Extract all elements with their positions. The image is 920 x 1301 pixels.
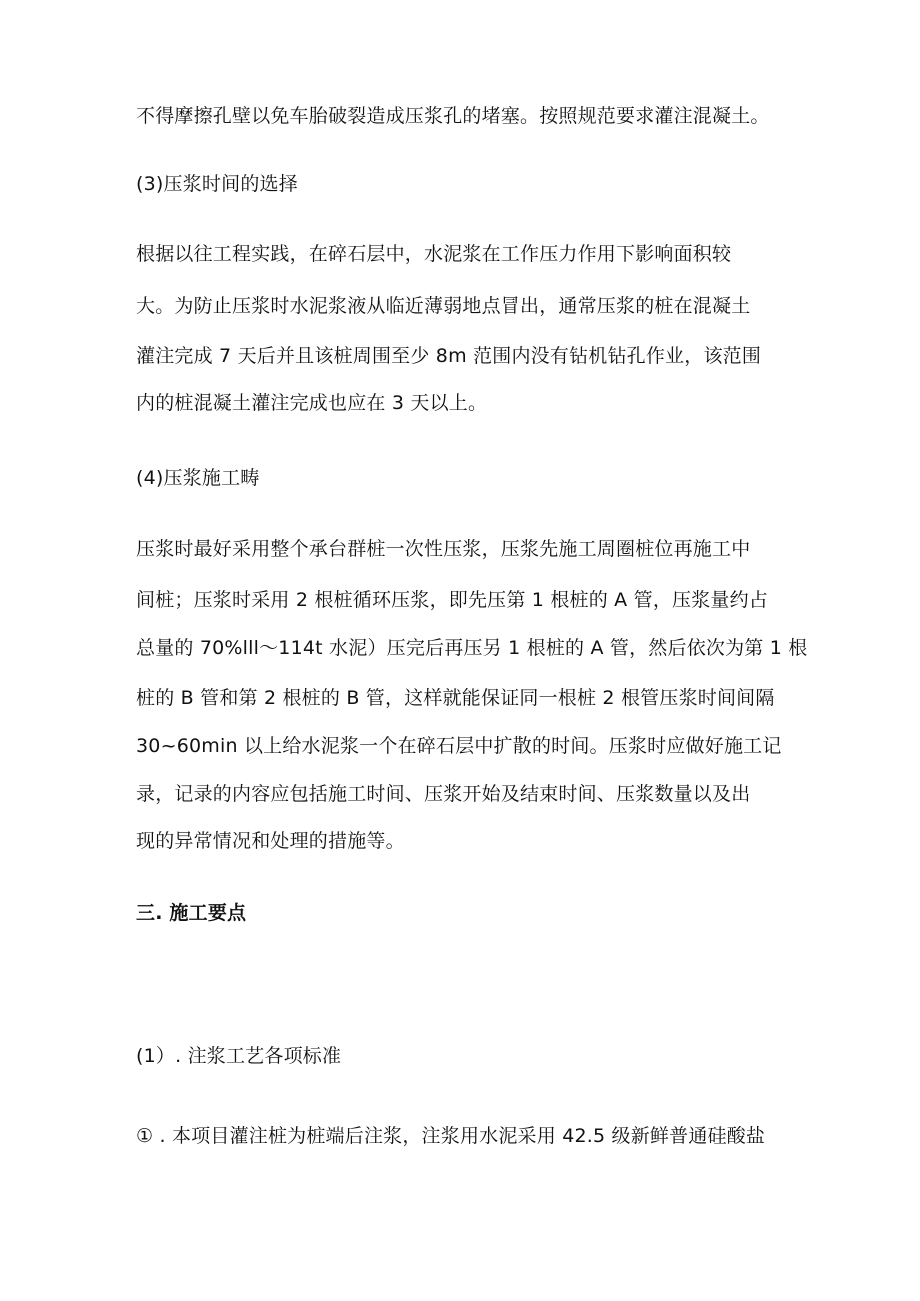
- paragraph-line: 现的异常情况和处理的措施等。: [136, 830, 405, 852]
- paragraph-line: 总量的 70%lll～114t 水泥）压完后再压另 1 根桩的 A 管，然后依次为第 1 根: [136, 637, 808, 659]
- text-line-continuation: 不得摩擦孔壁以免车胎破裂造成压浆孔的堵塞。按照规范要求灌注混凝土。: [136, 105, 770, 127]
- paragraph-line: 灌注完成 7 天后并且该桩周围至少 8m 范围内没有钻机钻孔作业，该范围: [136, 345, 762, 367]
- paragraph-line: 30~60min 以上给水泥浆一个在碎石层中扩散的时间。压浆时应做好施工记: [136, 735, 782, 757]
- paragraph-line: 根据以往工程实践，在碎石层中，水泥浆在工作压力作用下影响面积较: [136, 243, 732, 265]
- paragraph-line: 内的桩混凝土灌注完成也应在 3 天以上。: [136, 392, 488, 414]
- heading-pressure-grouting-timing: (3)压浆时间的选择: [136, 173, 298, 195]
- paragraph-line: 大。为防止压浆时水泥浆液从临近薄弱地点冒出，通常压浆的桩在混凝土: [136, 295, 751, 317]
- subheading-grouting-standards: (1）. 注浆工艺各项标准: [136, 1045, 342, 1067]
- paragraph-line: 压浆时最好采用整个承台群桩一次性压浆，压浆先施工周圈桩位再施工中: [136, 538, 751, 560]
- paragraph-line: 桩的 B 管和第 2 根桩的 B 管，这样就能保证同一根桩 2 根管压浆时间间隔: [136, 687, 775, 709]
- section-heading-construction-points: 三. 施工要点: [136, 902, 247, 924]
- heading-pressure-grouting-construction: (4)压浆施工畴: [136, 467, 260, 489]
- paragraph-line: 间桩；压浆时采用 2 根桩循环压浆，即先压第 1 根桩的 A 管，压浆量约占: [136, 589, 769, 611]
- paragraph-line: 录，记录的内容应包括施工时间、压浆开始及结束时间、压浆数量以及出: [136, 783, 751, 805]
- list-item-first: ① . 本项目灌注桩为桩端后注浆，注浆用水泥采用 42.5 级新鲜普通硅酸盐: [136, 1125, 766, 1147]
